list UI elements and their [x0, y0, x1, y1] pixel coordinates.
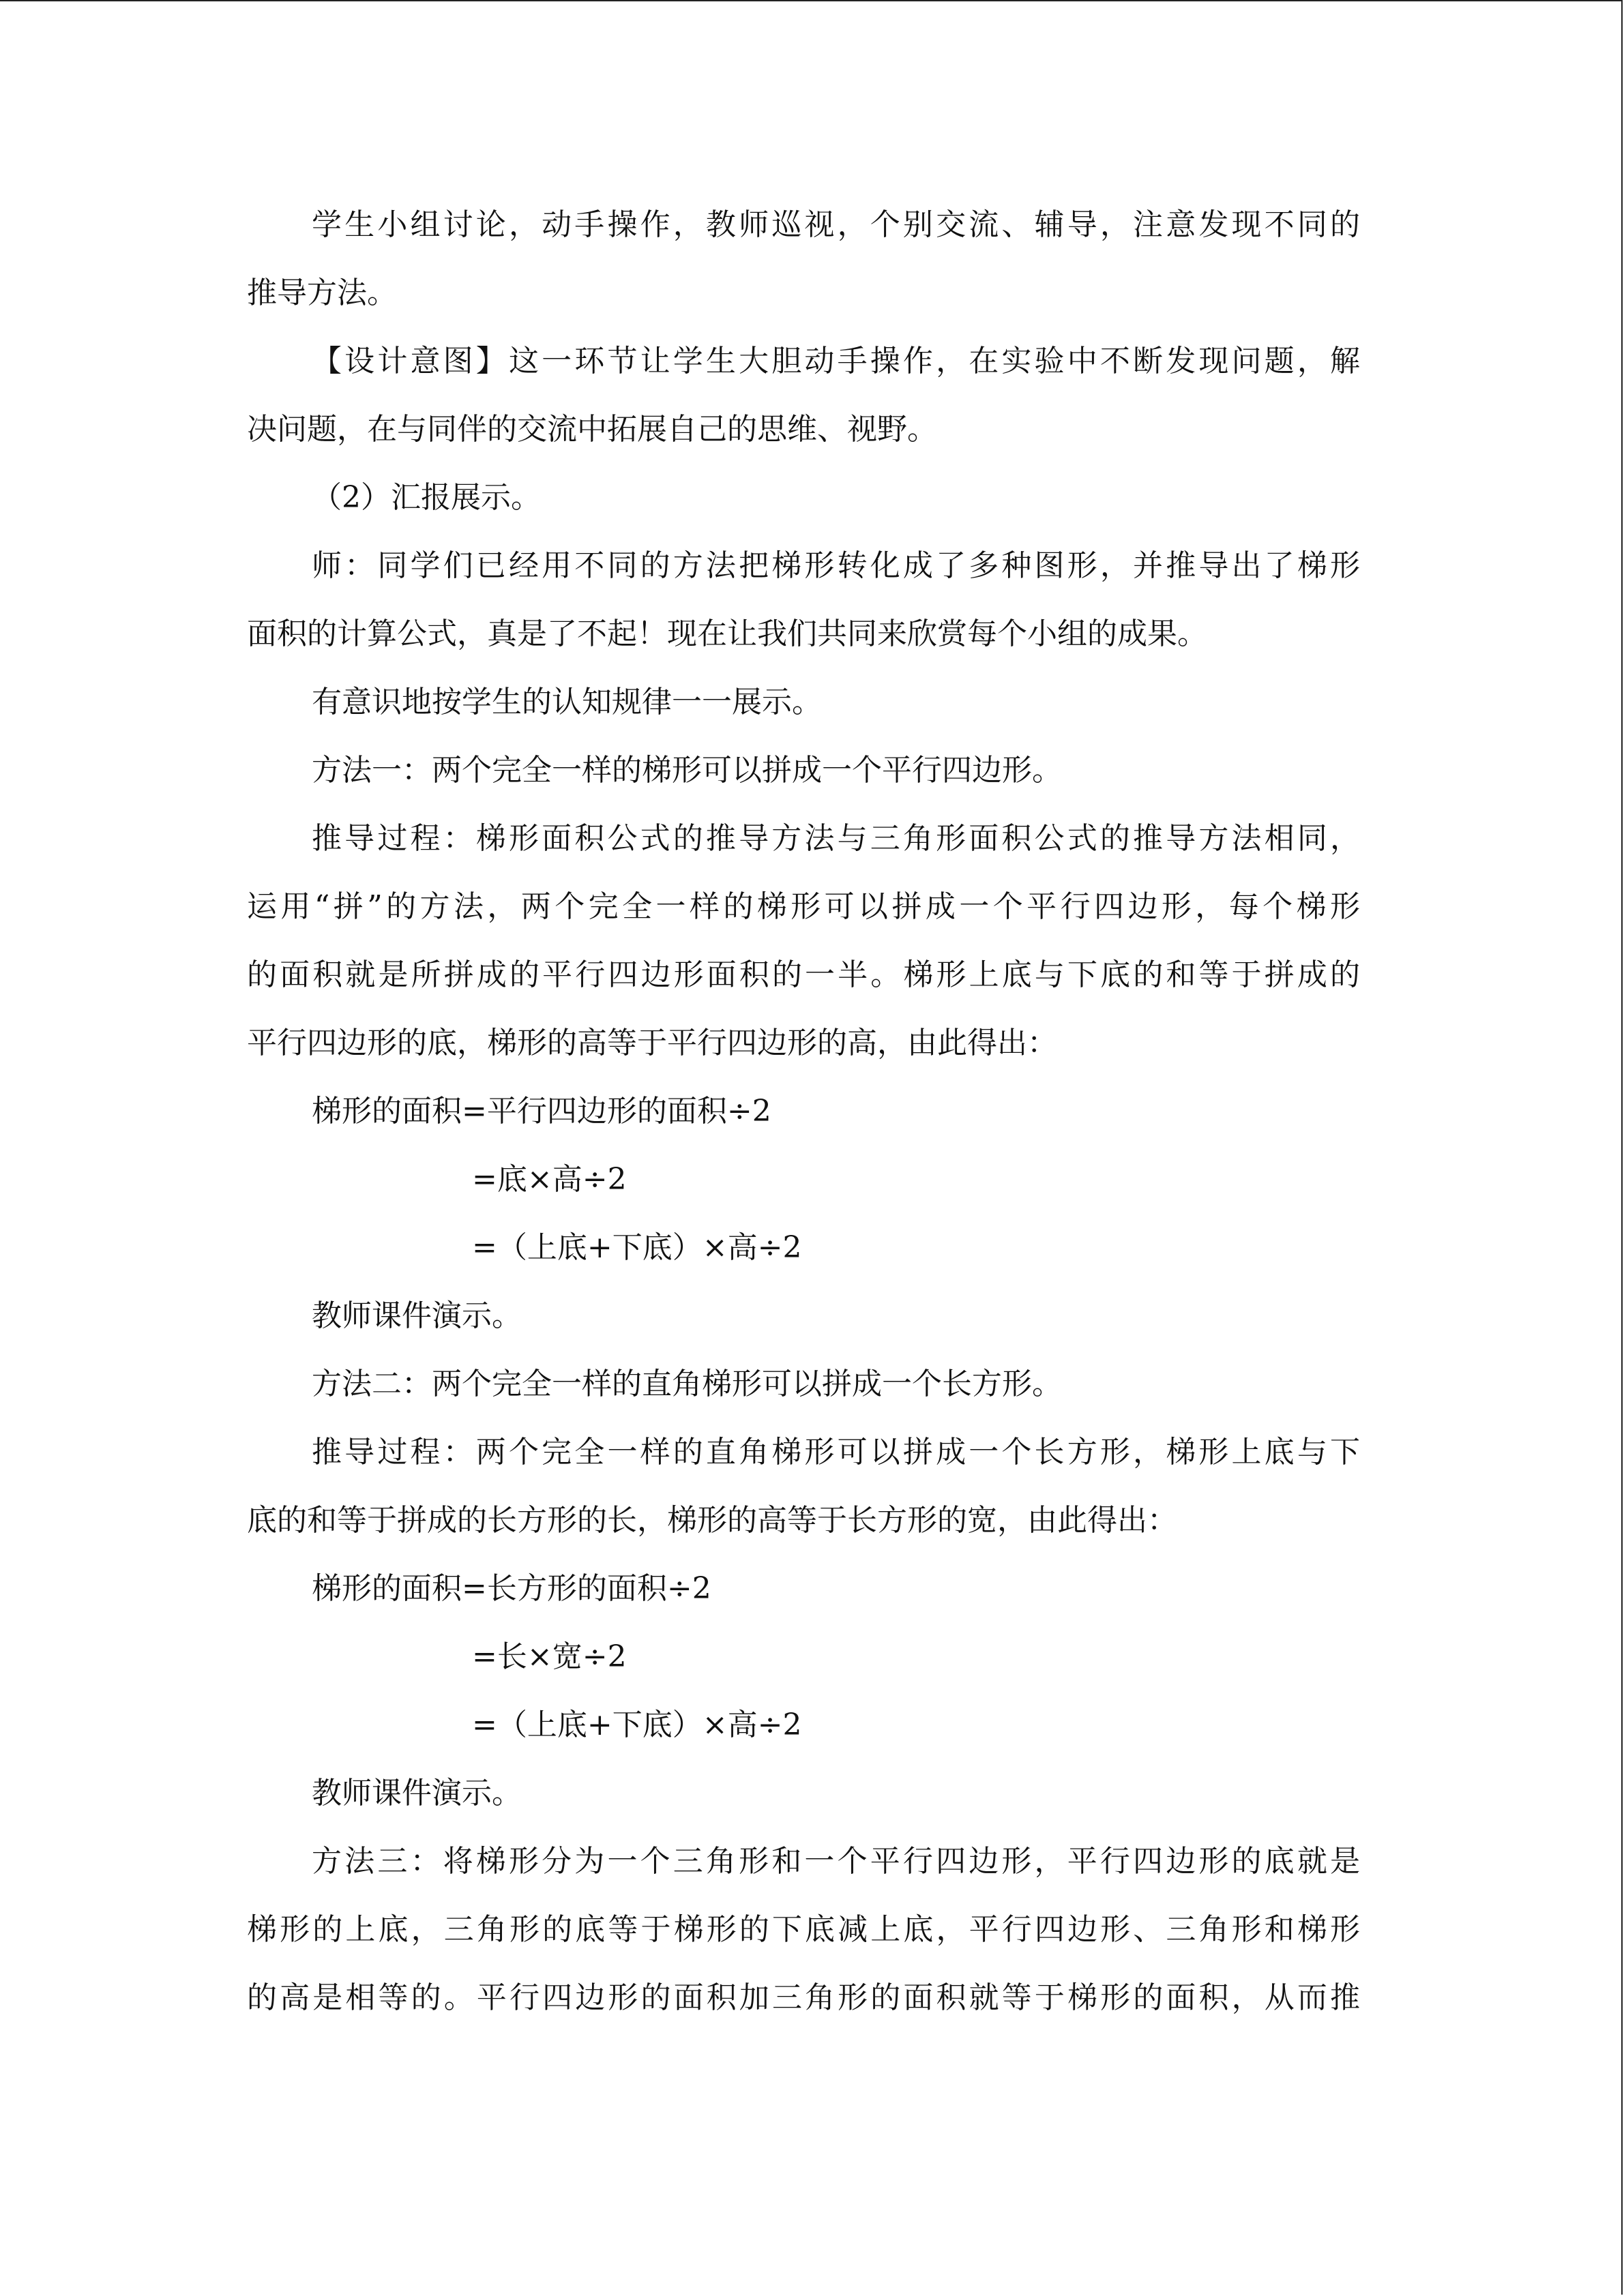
formula-line: =长×宽÷2 [472, 1639, 627, 1674]
method-heading: 方法二：两个完全一样的直角梯形可以拼成一个长方形。 [312, 1367, 1062, 1401]
paragraph-line: 决问题，在与同伴的交流中拓展自己的思维、视野。 [247, 412, 937, 447]
paragraph-line: 推导过程：梯形面积公式的推导方法与三角形面积公式的推导方法相同， [312, 821, 1360, 856]
formula-line: =底×高÷2 [472, 1162, 627, 1197]
paragraph-line: 教师课件演示。 [312, 1776, 522, 1810]
method-heading: 方法三：将梯形分为一个三角形和一个平行四边形，平行四边形的底就是 [312, 1844, 1360, 1879]
paragraph-line: 面积的计算公式，真是了不起！现在让我们共同来欣赏每个小组的成果。 [247, 616, 1207, 651]
formula-line: 梯形的面积=长方形的面积÷2 [312, 1571, 711, 1606]
paragraph-line: 教师课件演示。 [312, 1298, 522, 1333]
paragraph-line: 【设计意图】这一环节让学生大胆动手操作，在实验中不断发现问题，解 [312, 344, 1360, 378]
method-heading: 方法一：两个完全一样的梯形可以拼成一个平行四边形。 [312, 753, 1062, 788]
paragraph-line: 推导方法。 [247, 275, 397, 310]
section-heading: （2）汇报展示。 [312, 480, 541, 515]
paragraph-line: 学生小组讨论，动手操作，教师巡视，个别交流、辅导，注意发现不同的 [312, 207, 1360, 242]
formula-line: =（上底+下底）×高÷2 [472, 1230, 802, 1265]
paragraph-line: 推导过程：两个完全一样的直角梯形可以拼成一个长方形，梯形上底与下 [312, 1435, 1360, 1470]
paragraph-line: 平行四边形的底，梯形的高等于平行四边形的高，由此得出： [247, 1026, 1057, 1060]
formula-line: 梯形的面积=平行四边形的面积÷2 [312, 1094, 771, 1129]
paragraph-line: 师：同学们已经用不同的方法把梯形转化成了多种图形，并推导出了梯形 [312, 548, 1360, 583]
paragraph-line: 的高是相等的。平行四边形的面积加三角形的面积就等于梯形的面积，从而推 [247, 1980, 1360, 2015]
paragraph-line: 有意识地按学生的认知规律一一展示。 [312, 685, 822, 719]
formula-line: =（上底+下底）×高÷2 [472, 1708, 802, 1742]
paragraph-line: 的面积就是所拼成的平行四边形面积的一半。梯形上底与下底的和等于拼成的 [247, 957, 1360, 992]
paragraph-line: 梯形的上底，三角形的底等于梯形的下底减上底，平行四边形、三角形和梯形 [247, 1912, 1360, 1947]
paragraph-line: 运用“拼”的方法，两个完全一样的梯形可以拼成一个平行四边形，每个梯形 [247, 889, 1360, 924]
paragraph-line: 底的和等于拼成的长方形的长，梯形的高等于长方形的宽，由此得出： [247, 1503, 1177, 1538]
